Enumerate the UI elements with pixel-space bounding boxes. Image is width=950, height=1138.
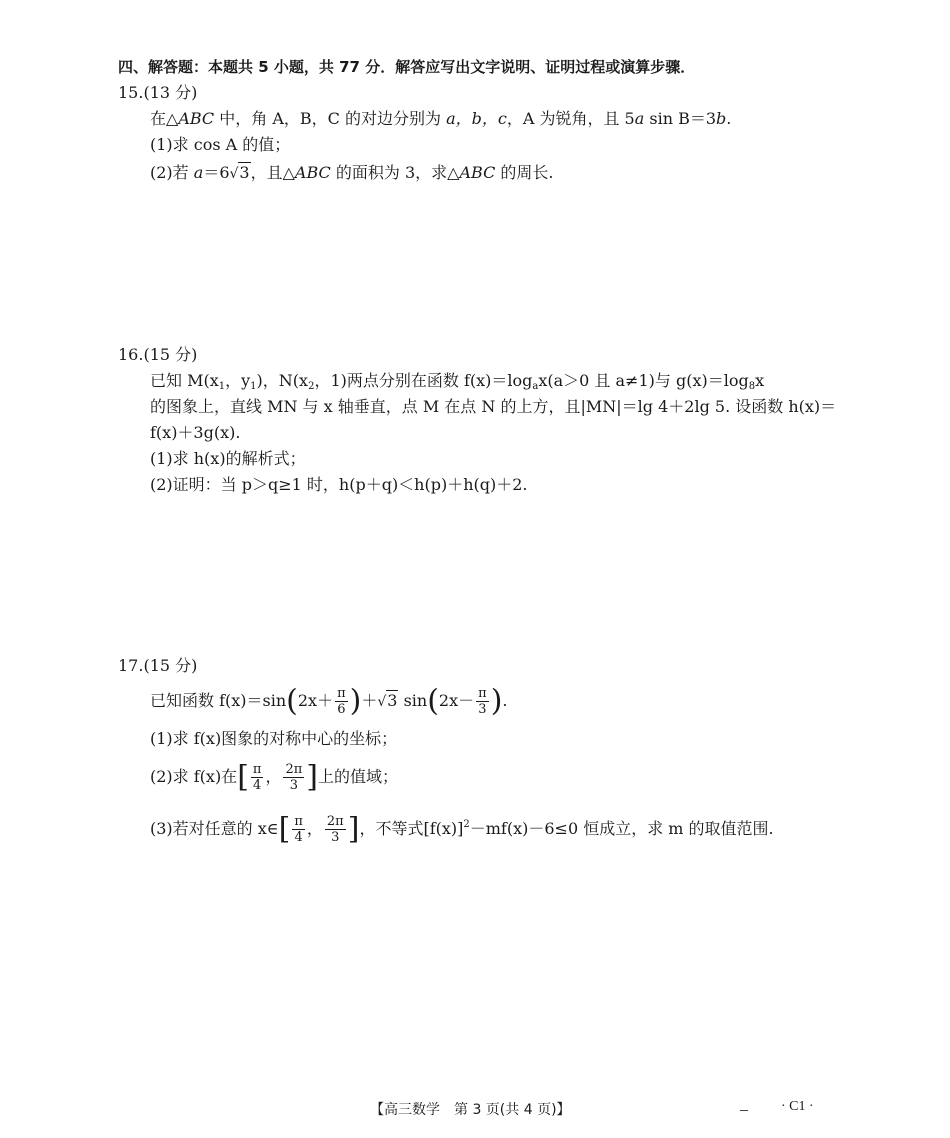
q15-part1: (1)求 cos A 的值； bbox=[150, 135, 291, 154]
q17-line1: 已知函数 f(x)＝sin(2x＋ $\frac{\pi}{6}$ )＋√3 sin(2x－ $\frac{\pi}{3}$ ). bbox=[150, 683, 508, 719]
fraction-pi-6: $\frac{\pi}{6}$ bbox=[337, 686, 346, 717]
q16-part1: (1)求 h(x)的解析式； bbox=[150, 449, 306, 468]
page-mark: · C1 · bbox=[781, 1099, 814, 1114]
fraction-pi-4: $\frac{\pi}{4}$ bbox=[252, 762, 262, 793]
fraction-2pi-3: $\frac{2\pi}{3}$ bbox=[285, 762, 303, 793]
q16-line1: 已知 $M(x_1$，$y_1$)，$N(x_2$，1)两点分别在函数 $f(x)=\log_ax(a>0$ 且 a≠1)与 $g(x)=\log_8x$ bbox=[150, 371, 765, 392]
q17-part3: (3)若对任意的 x∈[ $\frac{\pi}{4}$ ， $\frac{2\pi}{3}$ ]，不等式$[f(x)]^2-mf(x)-6\le 0$ 恒成立，求 m 的取值范围. bbox=[150, 811, 774, 847]
q16-line3: f(x)＋3g(x). bbox=[150, 423, 241, 442]
q16-number: 16.(15 分) bbox=[118, 345, 198, 364]
q16-line2: 的图象上，直线 MN 与 x 轴垂直，点 M 在点 N 的上方，且|MN|＝lg 4＋2lg 5. 设函数 h(x)＝ bbox=[150, 397, 837, 416]
footer-dash bbox=[740, 1110, 748, 1111]
q17-number: 17.(15 分) bbox=[118, 656, 198, 675]
q17-part1: (1)求 f(x)图象的对称中心的坐标； bbox=[150, 729, 398, 748]
q15-stem: 在△ABC 中，角 A，B，C 的对边分别为 a，b，c，A 为锐角，且 5a sin B＝3b. bbox=[150, 109, 732, 128]
page-footer: 【高三数学 第 3 页(共 4 页)】 bbox=[370, 1102, 571, 1118]
q16-part2: (2)证明：当 p＞q≥1 时，h(p＋q)＜h(p)＋h(q)＋2. bbox=[150, 475, 528, 494]
q15-number: 15.(13 分) bbox=[118, 83, 198, 102]
q15-part2: (2)若 a＝6√3，且△ABC 的面积为 3，求△ABC 的周长. bbox=[150, 163, 554, 182]
fraction-pi-3: $\frac{\pi}{3}$ bbox=[478, 686, 487, 717]
fraction-pi-4b: $\frac{\pi}{4}$ bbox=[294, 814, 303, 845]
fraction-2pi-3b: $\frac{2\pi}{3}$ bbox=[326, 814, 344, 845]
q17-part2: (2)求 f(x)在[ $\frac{\pi}{4}$ ， $\frac{2\pi}{3}$ ]上的值域； bbox=[150, 759, 399, 795]
section-header: 四、解答题：本题共 5 小题，共 77 分．解答应写出文字说明、证明过程或演算步骤． bbox=[118, 58, 696, 76]
